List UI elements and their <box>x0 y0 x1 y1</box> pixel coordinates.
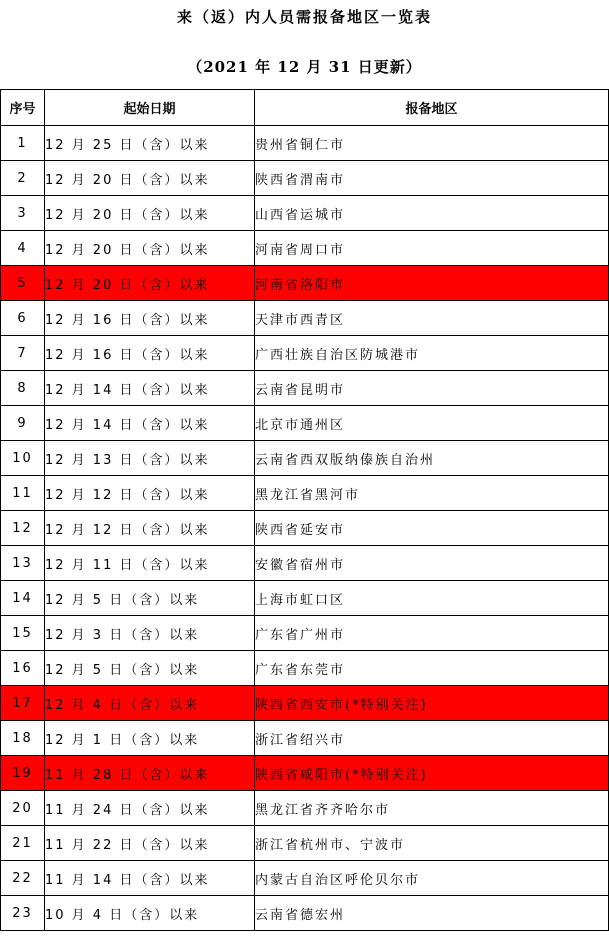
row-serial-no: 16 <box>1 651 45 686</box>
row-serial-no: 1 <box>1 126 45 161</box>
row-start-date: 11 月 24 日（含）以来 <box>45 791 255 826</box>
row-report-area: 北京市通州区 <box>255 406 609 441</box>
row-start-date: 12 月 14 日（含）以来 <box>45 406 255 441</box>
table-row <box>1 721 609 756</box>
row-start-date: 12 月 16 日（含）以来 <box>45 301 255 336</box>
table-row <box>1 126 609 161</box>
row-start-date: 12 月 25 日（含）以来 <box>45 126 255 161</box>
table-row <box>1 231 609 266</box>
row-start-date: 12 月 11 日（含）以来 <box>45 546 255 581</box>
row-serial-no: 7 <box>1 336 45 371</box>
row-report-area: 山西省运城市 <box>255 196 609 231</box>
row-report-area: 内蒙古自治区呼伦贝尔市 <box>255 861 609 896</box>
table-row <box>1 161 609 196</box>
row-report-area: 陕西省咸阳市(*特别关注) <box>255 756 609 791</box>
row-start-date: 12 月 1 日（含）以来 <box>45 721 255 756</box>
table-row <box>1 511 609 546</box>
row-report-area: 云南省德宏州 <box>255 896 609 931</box>
row-report-area: 安徽省宿州市 <box>255 546 609 581</box>
row-serial-no: 14 <box>1 581 45 616</box>
header-serial-no: 序号 <box>1 90 45 126</box>
row-report-area: 天津市西青区 <box>255 301 609 336</box>
row-start-date: 12 月 20 日（含）以来 <box>45 161 255 196</box>
row-serial-no: 9 <box>1 406 45 441</box>
row-start-date: 12 月 20 日（含）以来 <box>45 231 255 266</box>
row-report-area: 浙江省杭州市、宁波市 <box>255 826 609 861</box>
row-serial-no: 13 <box>1 546 45 581</box>
row-serial-no: 20 <box>1 791 45 826</box>
row-serial-no: 5 <box>1 266 45 301</box>
table-row <box>1 266 609 301</box>
row-report-area: 云南省西双版纳傣族自治州 <box>255 441 609 476</box>
row-report-area: 浙江省绍兴市 <box>255 721 609 756</box>
table-row <box>1 441 609 476</box>
row-report-area: 陕西省延安市 <box>255 511 609 546</box>
row-report-area: 上海市虹口区 <box>255 581 609 616</box>
row-report-area: 陕西省渭南市 <box>255 161 609 196</box>
table-row <box>1 651 609 686</box>
row-report-area: 广东省广州市 <box>255 616 609 651</box>
table-row <box>1 616 609 651</box>
row-start-date: 10 月 4 日（含）以来 <box>45 896 255 931</box>
row-serial-no: 8 <box>1 371 45 406</box>
row-start-date: 12 月 4 日（含）以来 <box>45 686 255 721</box>
report-areas-table <box>0 89 609 931</box>
row-report-area: 河南省洛阳市 <box>255 266 609 301</box>
row-start-date: 11 月 14 日（含）以来 <box>45 861 255 896</box>
row-serial-no: 19 <box>1 756 45 791</box>
update-date: （2021 年 12 月 31 日更新） <box>187 58 422 76</box>
table-row <box>1 301 609 336</box>
row-serial-no: 4 <box>1 231 45 266</box>
row-start-date: 12 月 14 日（含）以来 <box>45 371 255 406</box>
table-row <box>1 196 609 231</box>
table-row <box>1 371 609 406</box>
row-serial-no: 6 <box>1 301 45 336</box>
row-serial-no: 23 <box>1 896 45 931</box>
row-report-area: 黑龙江省齐齐哈尔市 <box>255 791 609 826</box>
table-row <box>1 826 609 861</box>
row-serial-no: 22 <box>1 861 45 896</box>
row-start-date: 12 月 20 日（含）以来 <box>45 266 255 301</box>
table-row <box>1 791 609 826</box>
table-row <box>1 861 609 896</box>
page-title: 来（返）内人员需报备地区一览表 <box>176 8 432 26</box>
header-report-area: 报备地区 <box>255 90 609 126</box>
row-report-area: 广东省东莞市 <box>255 651 609 686</box>
row-serial-no: 21 <box>1 826 45 861</box>
row-report-area: 陕西省西安市(*特别关注) <box>255 686 609 721</box>
table-row <box>1 546 609 581</box>
row-report-area: 黑龙江省黑河市 <box>255 476 609 511</box>
table-row <box>1 406 609 441</box>
row-serial-no: 18 <box>1 721 45 756</box>
row-start-date: 12 月 5 日（含）以来 <box>45 651 255 686</box>
row-report-area: 广西壮族自治区防城港市 <box>255 336 609 371</box>
header-start-date: 起始日期 <box>45 90 255 126</box>
row-start-date: 11 月 28 日（含）以来 <box>45 756 255 791</box>
row-start-date: 12 月 3 日（含）以来 <box>45 616 255 651</box>
table-row <box>1 896 609 931</box>
row-serial-no: 10 <box>1 441 45 476</box>
row-start-date: 12 月 13 日（含）以来 <box>45 441 255 476</box>
row-start-date: 12 月 12 日（含）以来 <box>45 511 255 546</box>
row-start-date: 12 月 16 日（含）以来 <box>45 336 255 371</box>
row-start-date: 12 月 5 日（含）以来 <box>45 581 255 616</box>
row-serial-no: 17 <box>1 686 45 721</box>
row-serial-no: 15 <box>1 616 45 651</box>
row-serial-no: 11 <box>1 476 45 511</box>
row-start-date: 12 月 20 日（含）以来 <box>45 196 255 231</box>
table-row <box>1 686 609 721</box>
table-row <box>1 336 609 371</box>
row-report-area: 河南省周口市 <box>255 231 609 266</box>
table-header-row <box>1 90 609 126</box>
row-start-date: 12 月 12 日（含）以来 <box>45 476 255 511</box>
row-start-date: 11 月 22 日（含）以来 <box>45 826 255 861</box>
table-row <box>1 756 609 791</box>
table-row <box>1 581 609 616</box>
row-report-area: 贵州省铜仁市 <box>255 126 609 161</box>
row-report-area: 云南省昆明市 <box>255 371 609 406</box>
row-serial-no: 12 <box>1 511 45 546</box>
row-serial-no: 2 <box>1 161 45 196</box>
table-row <box>1 476 609 511</box>
row-serial-no: 3 <box>1 196 45 231</box>
